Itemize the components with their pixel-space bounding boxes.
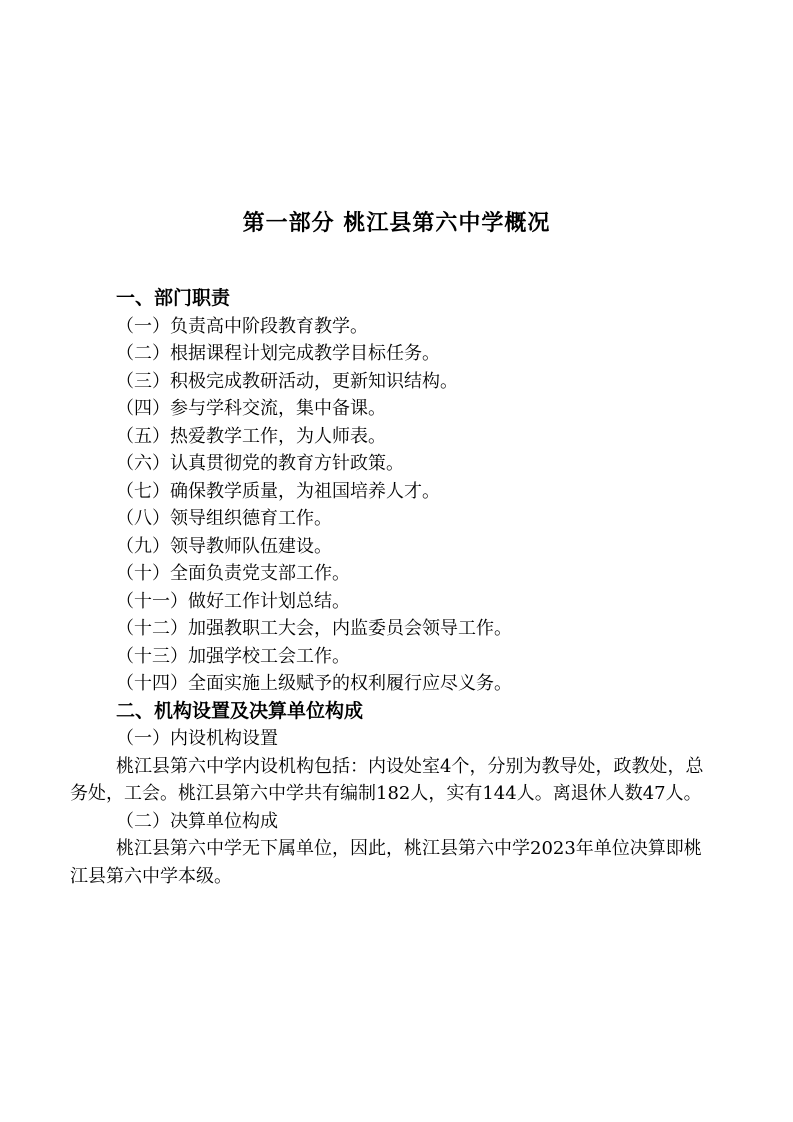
section-heading-duties: 一、部门职责 (116, 287, 231, 309)
duty-item: （十二）加强教职工大会，内监委员会领导工作。 (116, 618, 512, 639)
duty-item: （四）参与学科交流，集中备课。 (116, 398, 386, 419)
duty-item: （十四）全面实施上级赋予的权利履行应尽义务。 (116, 673, 512, 694)
subsection-heading-accounting-unit: （二）决算单位构成 (116, 810, 278, 832)
subsection-heading-internal-structure: （一）内设机构设置 (116, 728, 278, 749)
section-heading-structure: 二、机构设置及决算单位构成 (116, 699, 364, 722)
duty-item: （三）积极完成教研活动，更新知识结构。 (116, 370, 458, 392)
internal-structure-paragraph: 桃江县第六中学内设机构包括：内设处室4个，分别为教导处，政教处，总务处，工会。桃江县第六中学共有编制182人，实有144人。离退休人数47人。 (70, 755, 704, 804)
duty-item: （一）负责高中阶段教育教学。 (116, 315, 368, 337)
duty-item: （五）热爱教学工作，为人师表。 (116, 425, 386, 447)
duty-item: （六）认真贯彻党的教育方针政策。 (116, 453, 404, 474)
document-body (70, 285, 715, 890)
duty-item: （二）根据课程计划完成教学目标任务。 (116, 343, 440, 364)
duty-item: （十三）加强学校工会工作。 (116, 645, 350, 667)
duty-item: （十）全面负责党支部工作。 (116, 563, 350, 584)
duty-item: （八）领导组织德育工作。 (116, 508, 332, 529)
accounting-unit-paragraph: 桃江县第六中学无下属单位，因此，桃江县第六中学2023年单位决算即桃江县第六中学本级。 (70, 838, 702, 887)
duty-item: （十一）做好工作计划总结。 (116, 590, 350, 612)
page-title: 第一部分 桃江县第六中学概况 (242, 211, 551, 236)
duty-item: （七）确保教学质量，为祖国培养人才。 (116, 480, 440, 502)
duty-item: （九）领导教师队伍建设。 (116, 535, 332, 557)
